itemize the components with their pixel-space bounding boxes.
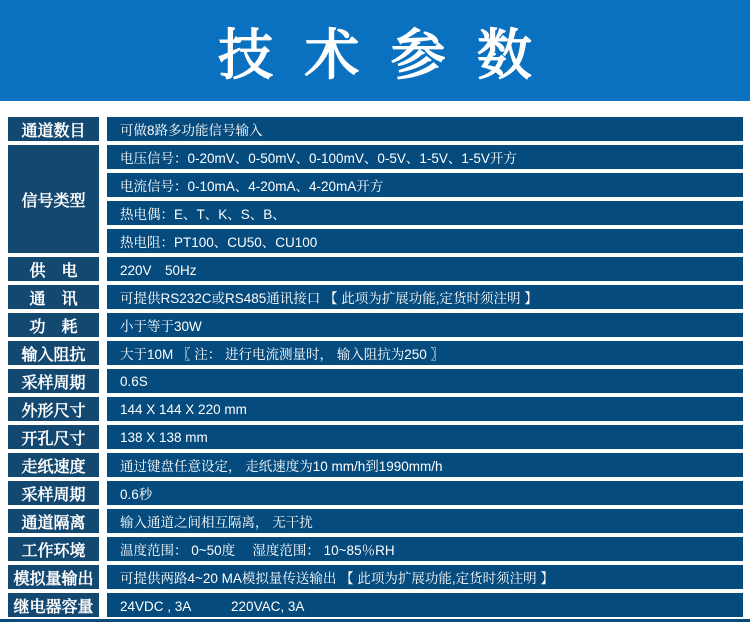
table-row: [8, 369, 743, 393]
banner-table-gap: [0, 101, 750, 117]
table-row: [8, 425, 743, 449]
table-row: [8, 453, 743, 477]
table-row: [8, 481, 743, 505]
spec-table: [8, 117, 743, 617]
spec-value-sampling-period-2: 0.6秒: [107, 481, 743, 505]
spec-value-current-signal: 电流信号：0-10mA、4-20mA、4-20mA开方: [107, 173, 743, 197]
spec-label-power-supply: 供 电: [8, 257, 99, 281]
table-row: [8, 117, 743, 141]
table-row: [8, 285, 743, 309]
spec-value-analog-output: 可提供两路4~20 MA模拟量传送输出 【 此项为扩展功能,定货时须注明 】: [107, 565, 743, 589]
table-row: [8, 397, 743, 421]
table-row: [8, 509, 743, 533]
spec-label-cutout-dimensions: 开孔尺寸: [8, 425, 99, 449]
spec-label-input-impedance: 输入阻抗: [8, 341, 99, 365]
spec-label-sampling-period: 采样周期: [8, 369, 99, 393]
table-row: [8, 593, 743, 617]
spec-label-relay-capacity: 继电器容量: [8, 593, 99, 617]
spec-label-sampling-period-2: 采样周期: [8, 481, 99, 505]
spec-value-power-supply: 220V 50Hz: [107, 257, 743, 281]
signal-type-values: [107, 145, 743, 253]
spec-value-operating-environment: 温度范围： 0~50度 湿度范围： 10~85％RH: [107, 537, 743, 561]
spec-value-cutout-dimensions: 138 X 138 mm: [107, 425, 743, 449]
spec-value-outer-dimensions: 144 X 144 X 220 mm: [107, 397, 743, 421]
spec-label-analog-output: 模拟量输出: [8, 565, 99, 589]
spec-label-operating-environment: 工作环境: [8, 537, 99, 561]
spec-label-communication: 通 讯: [8, 285, 99, 309]
spec-value-channel-count: 可做8路多功能信号输入: [107, 117, 743, 141]
spec-label-signal-type: 信号类型: [8, 145, 99, 253]
spec-value-sampling-period: 0.6S: [107, 369, 743, 393]
spec-label-paper-speed: 走纸速度: [8, 453, 99, 477]
table-row: [8, 565, 743, 589]
spec-label-power-consumption: 功 耗: [8, 313, 99, 337]
spec-value-power-consumption: 小于等于30W: [107, 313, 743, 337]
spec-label-channel-isolation: 通道隔离: [8, 509, 99, 533]
table-row-group-signal-type: [8, 145, 743, 253]
page-title: 技 术 参 数: [218, 24, 540, 86]
table-row: [8, 341, 743, 365]
spec-value-communication: 可提供RS232C或RS485通讯接口 【 此项为扩展功能,定货时须注明 】: [107, 285, 743, 309]
spec-value-thermocouple: 热电偶：E、T、K、S、B、: [107, 201, 743, 225]
title-banner: [0, 0, 750, 101]
spec-value-paper-speed: 通过键盘任意设定， 走纸速度为10 mm/h到1990mm/h: [107, 453, 743, 477]
spec-value-relay-capacity: 24VDC , 3A 220VAC, 3A: [107, 593, 743, 617]
spec-value-input-impedance: 大于10M 〖 注： 进行电流测量时， 输入阻抗为250 〗: [107, 341, 743, 365]
table-row: [8, 257, 743, 281]
spec-label-channel-count: 通道数目: [8, 117, 99, 141]
table-row: [8, 537, 743, 561]
spec-label-outer-dimensions: 外形尺寸: [8, 397, 99, 421]
table-row: [8, 313, 743, 337]
spec-value-channel-isolation: 输入通道之间相互隔离， 无干扰: [107, 509, 743, 533]
spec-value-rtd: 热电阻：PT100、CU50、CU100: [107, 229, 743, 253]
spec-value-voltage-signal: 电压信号：0-20mV、0-50mV、0-100mV、0-5V、1-5V、1-5V开方: [107, 145, 743, 169]
